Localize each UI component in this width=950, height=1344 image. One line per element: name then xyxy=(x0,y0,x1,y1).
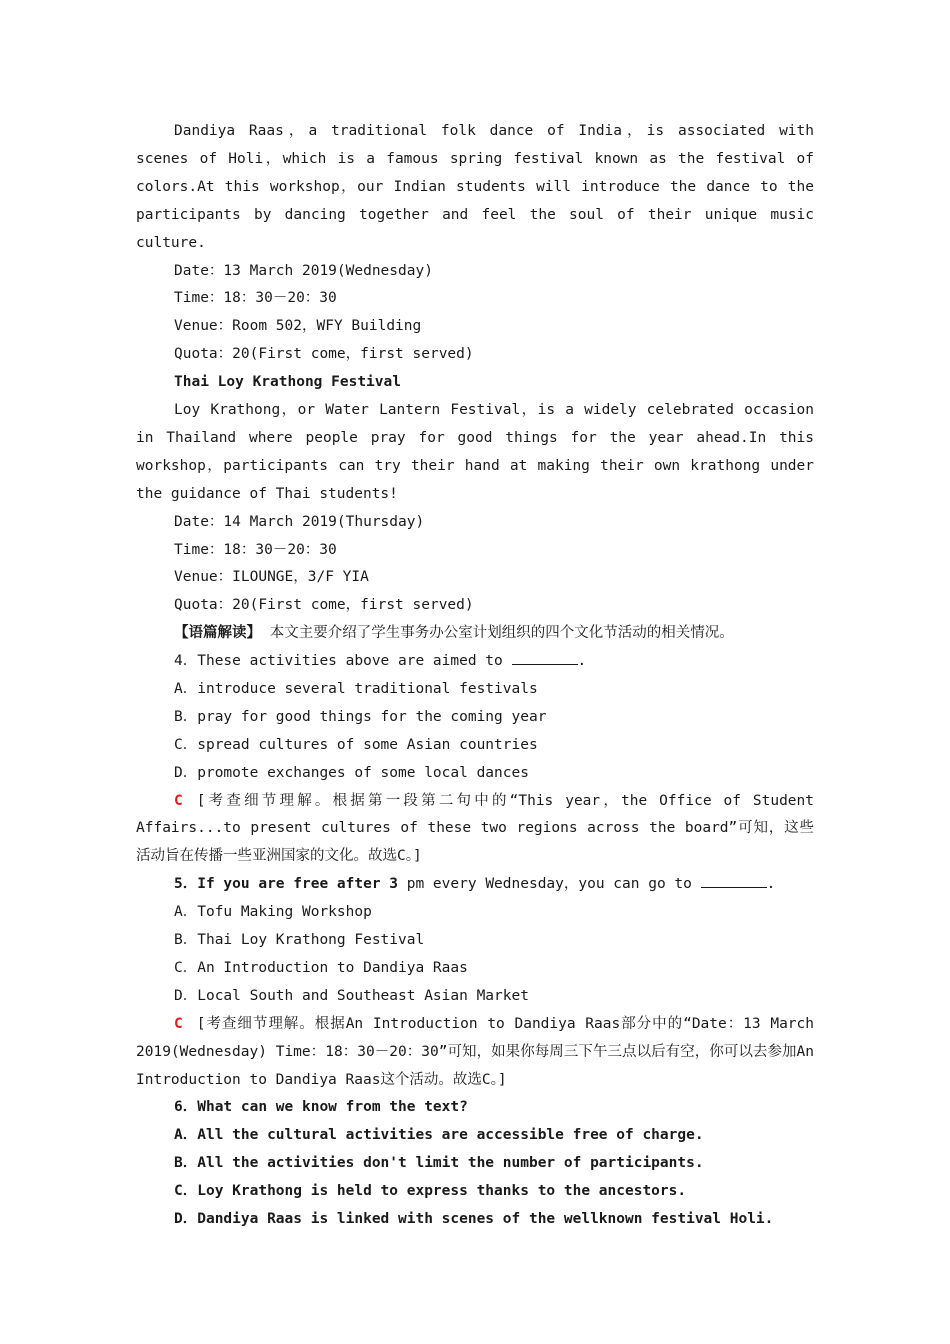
q4-option-c: C．spread cultures of some Asian countries xyxy=(174,736,538,753)
dandiya-quota: Quota：20(First come，first served) xyxy=(174,346,474,363)
thai-venue: Venue：ILOUNGE，3/F YIA xyxy=(174,569,369,586)
q5-option-a: A．Tofu Making Workshop xyxy=(174,904,372,921)
q6-option-c: C．Loy Krathong is held to express thanks to the ancestors. xyxy=(174,1183,687,1200)
q5-explanation xyxy=(136,1011,814,1095)
dandiya-paragraph: Dandiya Raas，a traditional folk dance of India，is associated with scenes of Holi，which is a famous spring festival known as the festival of colors.At this workshop，our Indian students will introduce the dance to the participants by dancing together and feel the soul of their unique music culture. xyxy=(136,123,814,251)
q4-answer: C xyxy=(174,792,183,809)
q5-stem-end: . xyxy=(766,876,776,893)
question-6-stem: 6．What can we know from the text? xyxy=(174,1099,468,1116)
q4-stem-end: . xyxy=(577,653,587,670)
q6-option-d: D．Dandiya Raas is linked with scenes of the wellknown festival Holi. xyxy=(174,1210,774,1227)
q5-stem-bold: 5．If you are free after 3 xyxy=(174,876,399,893)
q5-option-b: B．Thai Loy Krathong Festival xyxy=(174,932,425,949)
q5-explanation-text: [考查细节理解。根据An Introduction to Dandiya Raas部分中的“Date：13 March 2019(Wednesday) Time：18：30－20：30”可知，如果你每周三下午三点以后有空，你可以去参加An Introduction to Dandiya Raas这个活动。故选C。] xyxy=(136,1015,814,1088)
q4-option-a: A．introduce several traditional festivals xyxy=(174,680,538,697)
q4-blank xyxy=(512,650,578,665)
q5-answer: C xyxy=(174,1015,183,1032)
dandiya-venue: Venue：Room 502，WFY Building xyxy=(174,318,422,335)
q5-blank xyxy=(701,873,767,888)
q4-option-b: B．pray for good things for the coming year xyxy=(174,708,547,725)
q5-stem-text: pm every Wednesday，you can go to xyxy=(398,876,701,893)
q6-option-a: A．All the cultural activities are accessible free of charge. xyxy=(174,1127,704,1144)
dandiya-time: Time：18：30－20：30 xyxy=(174,290,337,307)
q4-explanation xyxy=(136,788,814,872)
thai-quota: Quota：20(First come，first served) xyxy=(174,597,474,614)
thai-time: Time：18：30－20：30 xyxy=(174,541,337,558)
reading-note xyxy=(136,620,814,648)
thai-paragraph: Loy Krathong，or Water Lantern Festival，is a widely celebrated occasion in Thailand where people pray for good things for the year ahead.In this workshop，participants can try their hand at making their own krathong under the guidance of Thai students! xyxy=(136,401,814,502)
document-page xyxy=(136,118,814,1234)
q5-option-c: C．An Introduction to Dandiya Raas xyxy=(174,959,468,976)
dandiya-date: Date：13 March 2019(Wednesday) xyxy=(174,262,433,279)
thai-date: Date：14 March 2019(Thursday) xyxy=(174,513,425,530)
reading-tag: 【语篇解读】 xyxy=(174,625,261,642)
question-4-stem xyxy=(136,648,814,676)
q6-option-b: B．All the activities don't limit the number of participants. xyxy=(174,1155,704,1172)
question-5-stem xyxy=(136,871,814,899)
q4-explanation-text: [考查细节理解。根据第一段第二句中的“This year，the Office of Student Affairs...to present cultures of these two regions across the board”可知，这些活动旨在传播一些亚洲国家的文化。故选C。] xyxy=(136,792,814,865)
thai-heading: Thai Loy Krathong Festival xyxy=(174,374,401,391)
q4-option-d: D．promote exchanges of some local dances xyxy=(174,764,529,781)
q5-option-d: D．Local South and Southeast Asian Market xyxy=(174,987,529,1004)
reading-text: 本文主要介绍了学生事务办公室计划组织的四个文化节活动的相关情况。 xyxy=(269,625,734,642)
q4-stem-text: 4．These activities above are aimed to xyxy=(174,653,512,670)
